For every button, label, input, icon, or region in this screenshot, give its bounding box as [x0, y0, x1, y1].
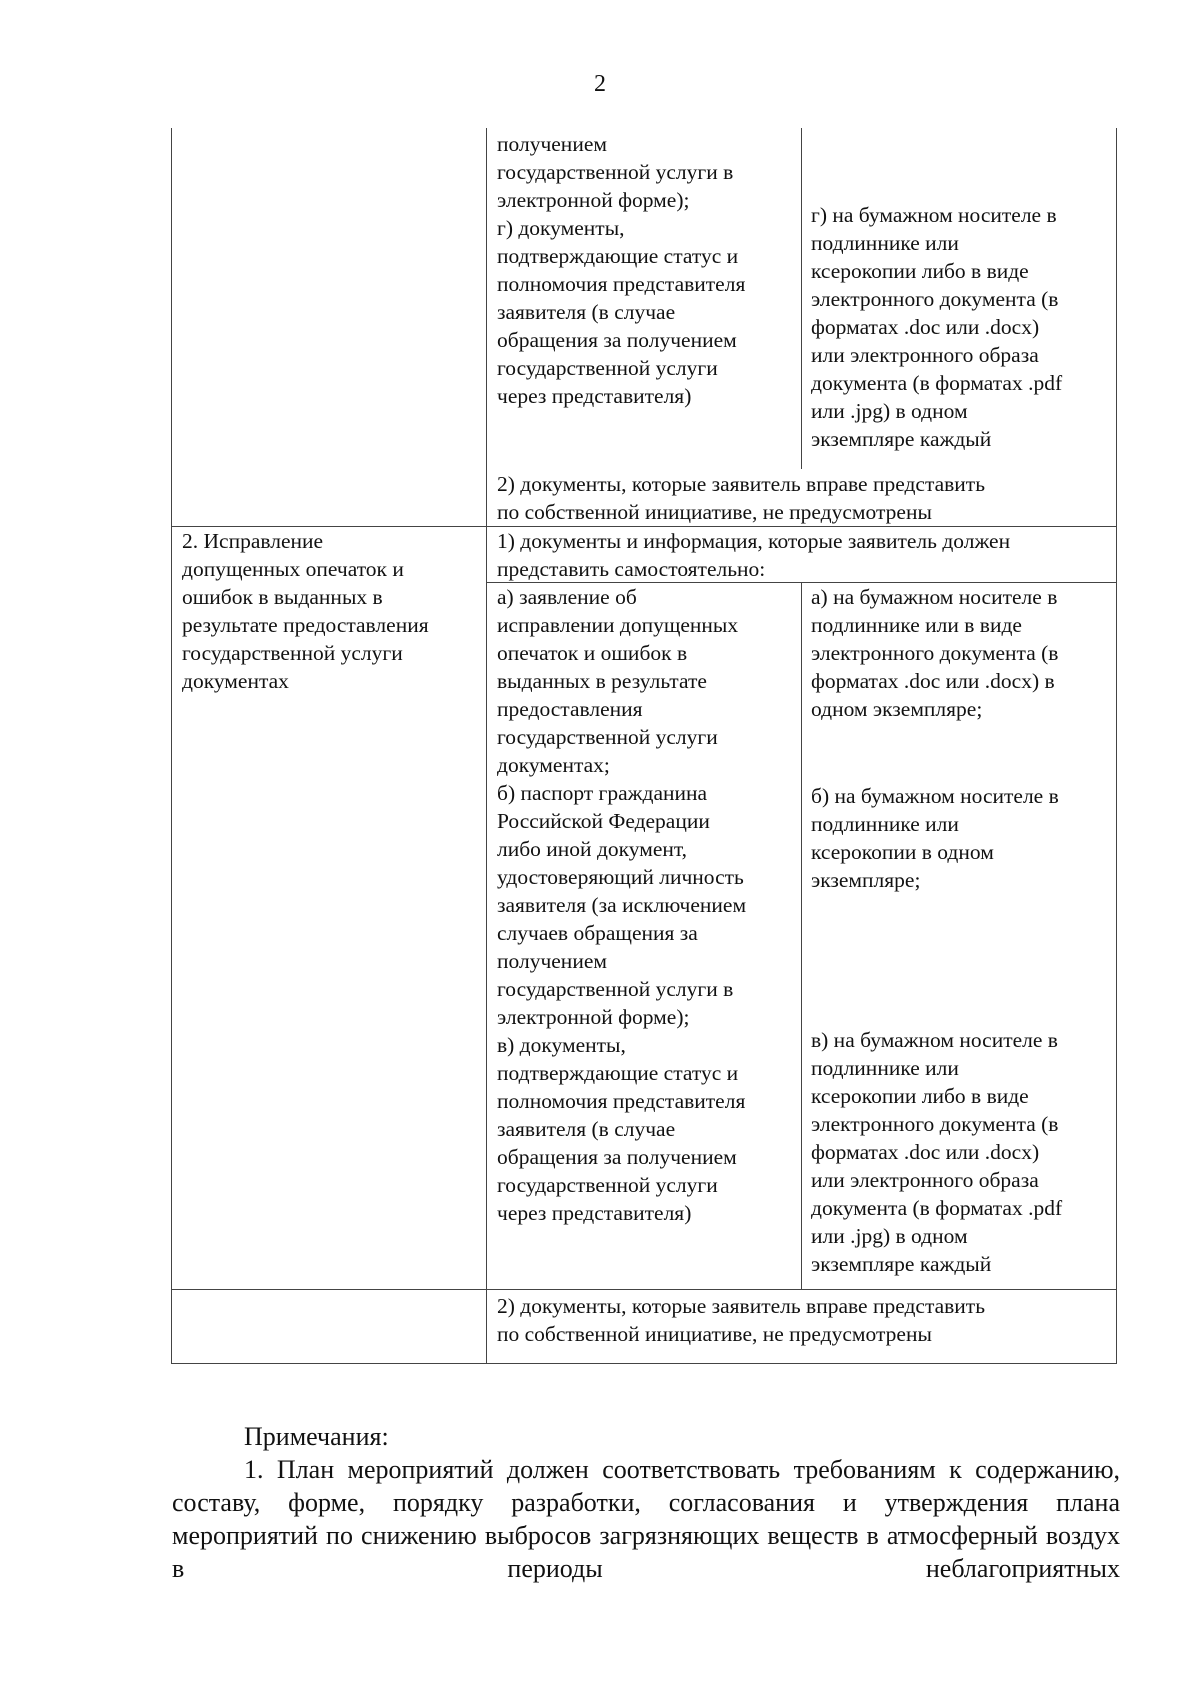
table-border-bottom	[171, 1363, 1117, 1364]
table-border-left	[171, 128, 172, 1364]
table-divider-form-bottom	[801, 583, 802, 1289]
row1-optional-docs: 2) документы, которые заявитель вправе представить по собственной инициативе, не предусмотрены	[497, 472, 986, 524]
notes-section	[172, 1420, 1120, 1585]
row2-form-a: а) на бумажном носителе в подлиннике или в виде электронного документа (в форматах .doc или .docx) в одном экземпляре;	[811, 585, 1059, 721]
row2-service-name: 2. Исправление допущенных опечаток и ошибок в выданных в результате предоставления государственной услуги документах	[182, 529, 429, 693]
table-divider-form-top	[801, 128, 802, 469]
row2-form-b: б) на бумажном носителе в подлиннике или ксерокопии в одном экземпляре;	[811, 784, 1059, 892]
row1-docs-continued: получением государственной услуги в электронной форме); г) документы, подтверждающие статус и полномочия представителя заявителя (в случае обращения за получением государственной услуги через представителя)	[497, 132, 746, 408]
row2-form-v: в) на бумажном носителе в подлиннике или ксерокопии либо в виде электронного документа (в форматах .doc или .docx) или электронного образа документа (в форматах .pdf или .jpg) в одном экземпляре каждый	[811, 1028, 1063, 1276]
row2-required-header: 1) документы и информация, которые заявитель должен представить самостоятельно:	[497, 529, 1011, 581]
table-rule-optional	[171, 1289, 1117, 1290]
table-divider-service	[486, 128, 487, 1364]
page-number: 2	[594, 71, 606, 97]
row2-optional-docs: 2) документы, которые заявитель вправе представить по собственной инициативе, не предусмотрены	[497, 1294, 986, 1346]
row1-form-g: г) на бумажном носителе в подлиннике или ксерокопии либо в виде электронного документа (в форматах .doc или .docx) или электронного образа документа (в форматах .pdf или .jpg) в одном экземпляре каждый	[811, 203, 1063, 451]
table-border-right	[1116, 128, 1117, 1364]
row2-docs-list: а) заявление об исправлении допущенных опечаток и ошибок в выданных в результате предоставления государственной услуги документах; б) паспорт гражданина Российской Федерации либо иной документ, удостоверяющий личность заявителя (за исключением случаев обращения за получением государственной услуги в электронной форме); в) документы, подтверждающие статус и полномочия представителя заявителя (в случае обращения за получением государственной услуги через представителя)	[497, 585, 747, 1225]
notes-item-1: 1. План мероприятий должен соответствовать требованиям к содержанию, составу, форме, порядку разработки, согласования и утверждения плана мероприятий по снижению выбросов загрязняющих веществ в атмосферный воздух в периоды неблагоприятных	[172, 1455, 1120, 1583]
notes-title: Примечания:	[244, 1422, 389, 1451]
